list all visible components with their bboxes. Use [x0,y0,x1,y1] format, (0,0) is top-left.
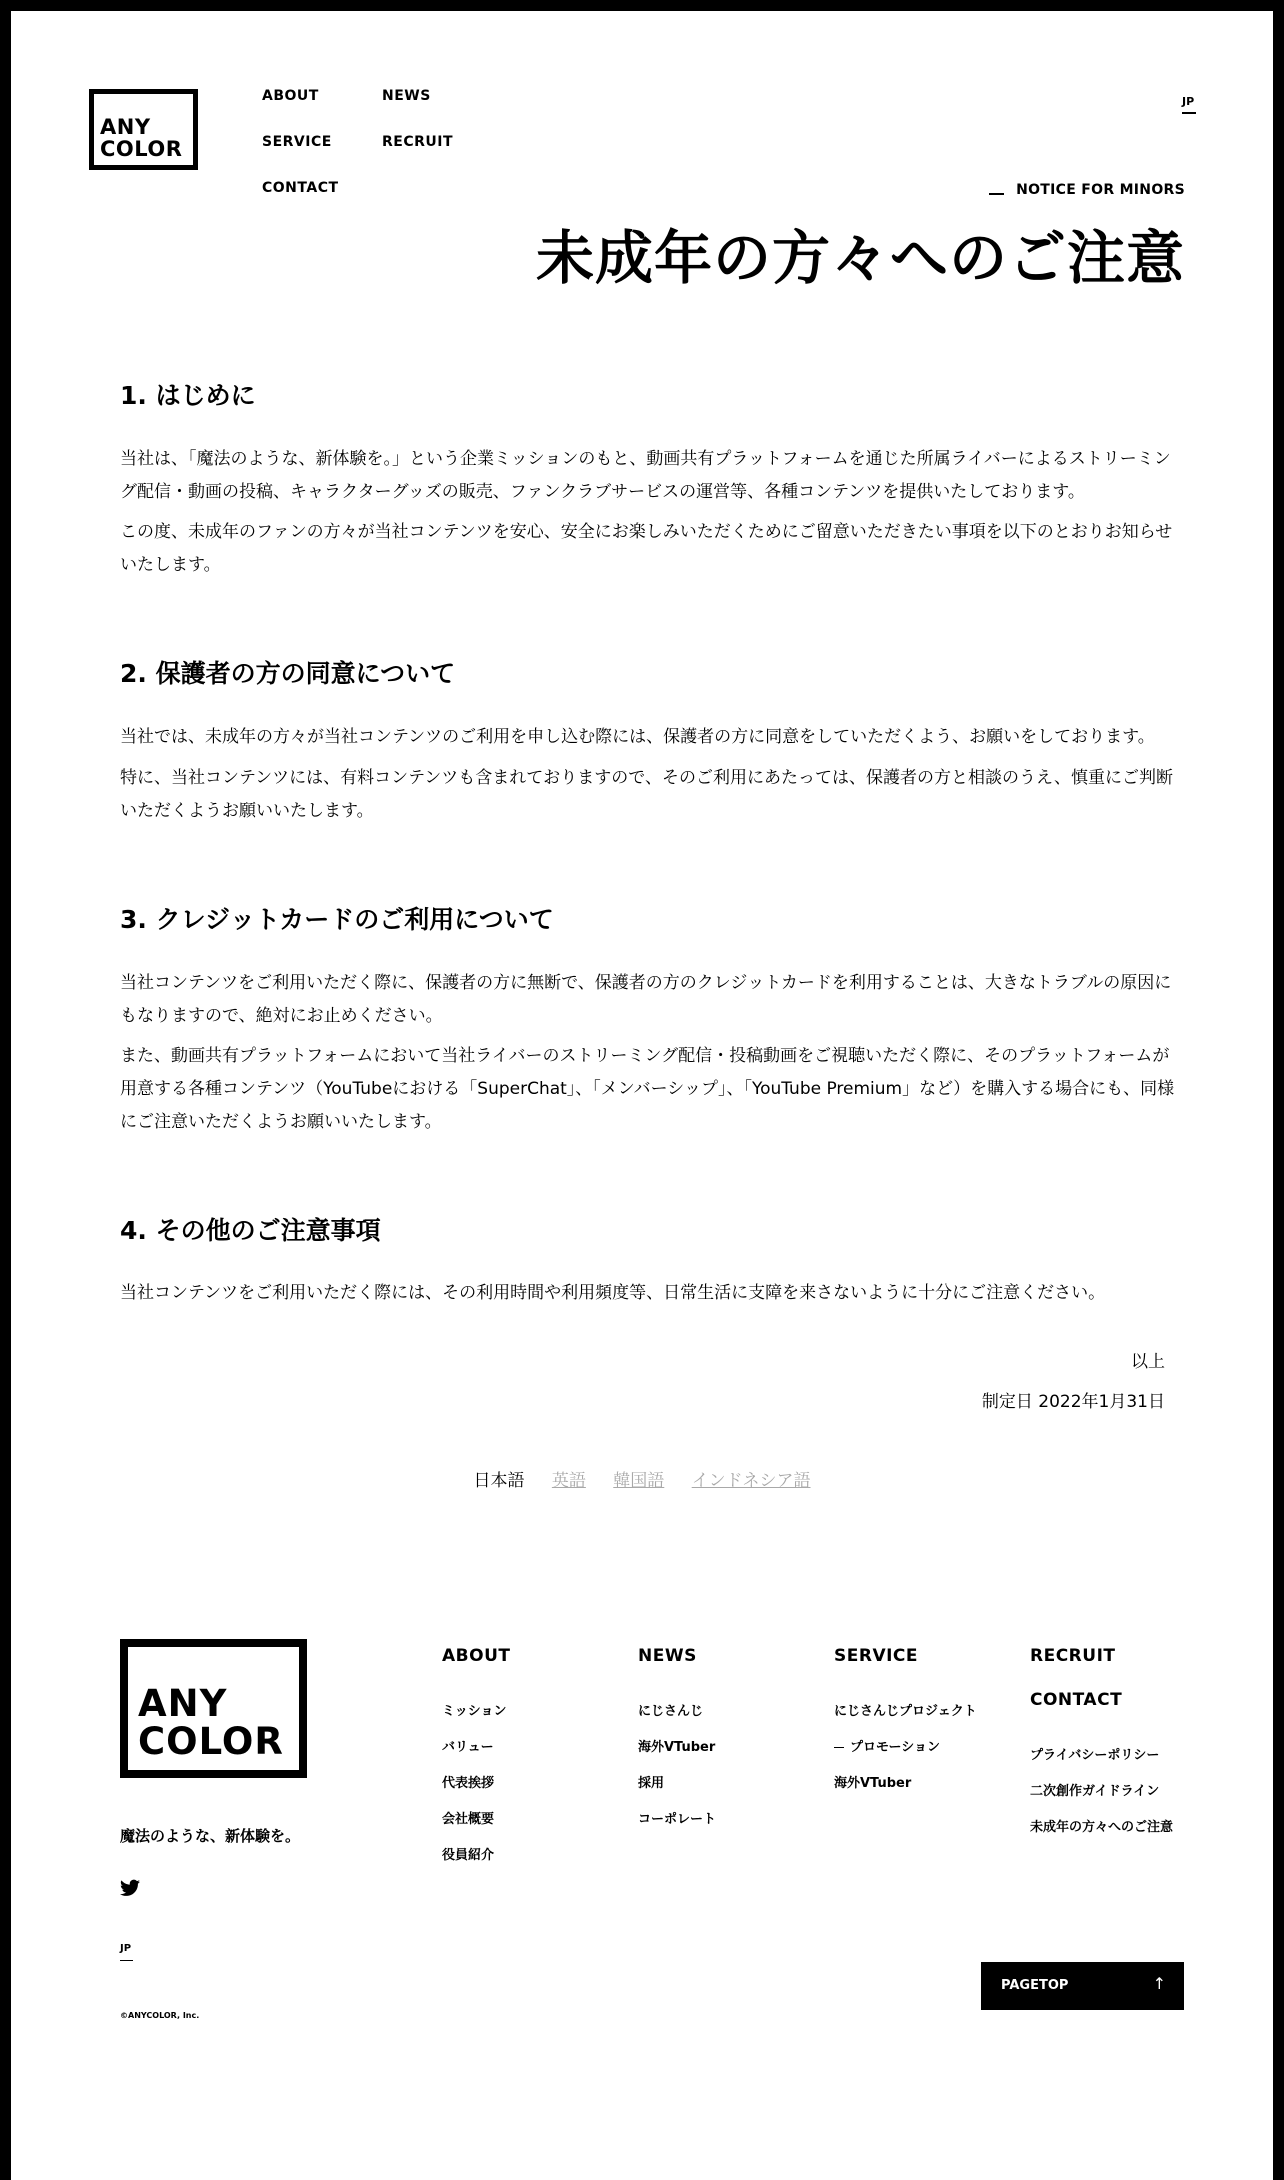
nav-service[interactable]: SERVICE [262,134,332,150]
logo-line-1: ANY [100,115,151,139]
footer-service-link[interactable]: にじさんじプロジェクト [834,1704,977,1719]
footer-service-link[interactable]: 海外VTuber [834,1776,912,1791]
section-heading-3: 3. クレジットカードのご利用について [120,905,554,934]
pagetop-button[interactable] [981,1962,1184,2010]
footer-service-link-promotion[interactable] [834,1736,940,1755]
nav-about[interactable]: ABOUT [262,88,319,104]
lang-korean[interactable]: 韓国語 [613,1471,665,1491]
nav-news[interactable]: NEWS [382,88,431,104]
section-2-para-2: 特に、当社コンテンツには、有料コンテンツも含まれておりますので、そのご利用にあたっては、保護者の方と相談のうえ、慎重にご判断いただくようお願いいたします。 [120,768,1173,821]
footer-service-heading[interactable]: SERVICE [834,1646,919,1666]
section-3-para-2: また、動画共有プラットフォームにおいて当社ライバーのストリーミング配信・投稿動画をご視聴いただく際に、そのプラットフォームが用意する各種コンテンツ（YouTubeにおける「SuperChat」、「メンバーシップ」、「YouTube Premium」など）を購入する場合にも、同様にご注意いただくようお願いいたします。 [120,1046,1175,1132]
lang-indonesian[interactable]: インドネシア語 [691,1471,811,1491]
nav-recruit[interactable]: RECRUIT [382,134,454,150]
footer-about-link[interactable]: 役員紹介 [442,1848,495,1863]
section-heading-1: 1. はじめに [120,381,256,410]
footer-guideline-link[interactable]: 二次創作ガイドライン [1030,1784,1160,1799]
dash-icon [834,1747,844,1748]
footer-language-underline [120,1960,133,1961]
language-toggle[interactable]: JP [1182,95,1195,108]
copyright: ©ANYCOLOR, Inc. [120,2011,200,2020]
language-underline [1182,112,1196,114]
lang-english[interactable]: 英語 [551,1471,586,1491]
section-heading-2: 2. 保護者の方の同意について [120,659,456,688]
section-3-para-1: 当社コンテンツをご利用いただく際に、保護者の方に無断で、保護者の方のクレジットカードを利用することは、大きなトラブルの原因にもなりますので、絶対にお止めください。 [120,973,1172,1026]
section-1-para-1: 当社は、「魔法のような、新体験を。」という企業ミッションのもと、動画共有プラットフォームを通じた所属ライバーによるストリーミング配信・動画の投稿、キャラクターグッズの販売、ファンクラブサービスの運営等、各種コンテンツを提供いたしております。 [120,449,1171,502]
footer-contact-heading[interactable]: CONTACT [1030,1690,1123,1710]
section-heading-4: 4. その他のご注意事項 [120,1216,381,1245]
footer-language-toggle[interactable]: JP [120,1943,132,1954]
footer-logo-line-2: COLOR [138,1720,284,1763]
footer-privacy-link[interactable]: プライバシーポリシー [1030,1748,1160,1763]
footer-about-link[interactable]: 会社概要 [442,1812,495,1827]
footer-news-heading[interactable]: NEWS [638,1646,697,1666]
page-frame [11,11,1273,2180]
twitter-icon[interactable] [120,1879,140,1897]
header-logo[interactable] [89,89,198,170]
language-switcher [11,1466,1273,1491]
footer-logo-line-1: ANY [138,1682,228,1725]
closing-ijou: 以上 [1131,1352,1165,1372]
footer-recruit-heading[interactable]: RECRUIT [1030,1646,1116,1666]
footer-about-link[interactable]: ミッション [442,1704,507,1719]
footer-logo[interactable] [120,1639,307,1778]
lang-japanese[interactable]: 日本語 [473,1471,525,1491]
footer-news-link[interactable]: にじさんじ [638,1704,704,1719]
page-label: NOTICE FOR MINORS [1016,182,1185,198]
section-1-para-2: この度、未成年のファンの方々が当社コンテンツを安心、安全にお楽しみいただくためにご留意いただきたい事項を以下のとおりお知らせいたします。 [120,522,1173,575]
footer-news-link[interactable]: 採用 [638,1776,665,1791]
footer-about-link[interactable]: バリュー [442,1740,494,1755]
footer-tagline: 魔法のような、新体験を。 [120,1827,301,1845]
pagetop-label: PAGETOP [1001,1978,1069,1993]
footer-service-link-label: プロモーション [850,1740,940,1755]
footer-about-link[interactable]: 代表挨拶 [442,1776,495,1791]
logo-line-2: COLOR [100,137,183,161]
footer-news-link[interactable]: 海外VTuber [638,1740,716,1755]
section-4-para-1: 当社コンテンツをご利用いただく際には、その利用時間や利用頻度等、日常生活に支障を来さないように十分にご注意ください。 [120,1283,1106,1303]
page-title: 未成年の方々へのご注意 [535,224,1185,292]
nav-contact[interactable]: CONTACT [262,180,339,196]
section-2-para-1: 当社では、未成年の方々が当社コンテンツのご利用を申し込む際には、保護者の方に同意をしていただくよう、お願いをしております。 [120,727,1155,747]
closing-date: 制定日 2022年1月31日 [981,1392,1165,1412]
footer-minors-link[interactable]: 未成年の方々へのご注意 [1030,1820,1174,1835]
footer-news-link[interactable]: コーポレート [638,1812,717,1827]
arrow-up-icon: ↑ [1152,1974,1166,1993]
footer-about-heading[interactable]: ABOUT [442,1646,511,1666]
